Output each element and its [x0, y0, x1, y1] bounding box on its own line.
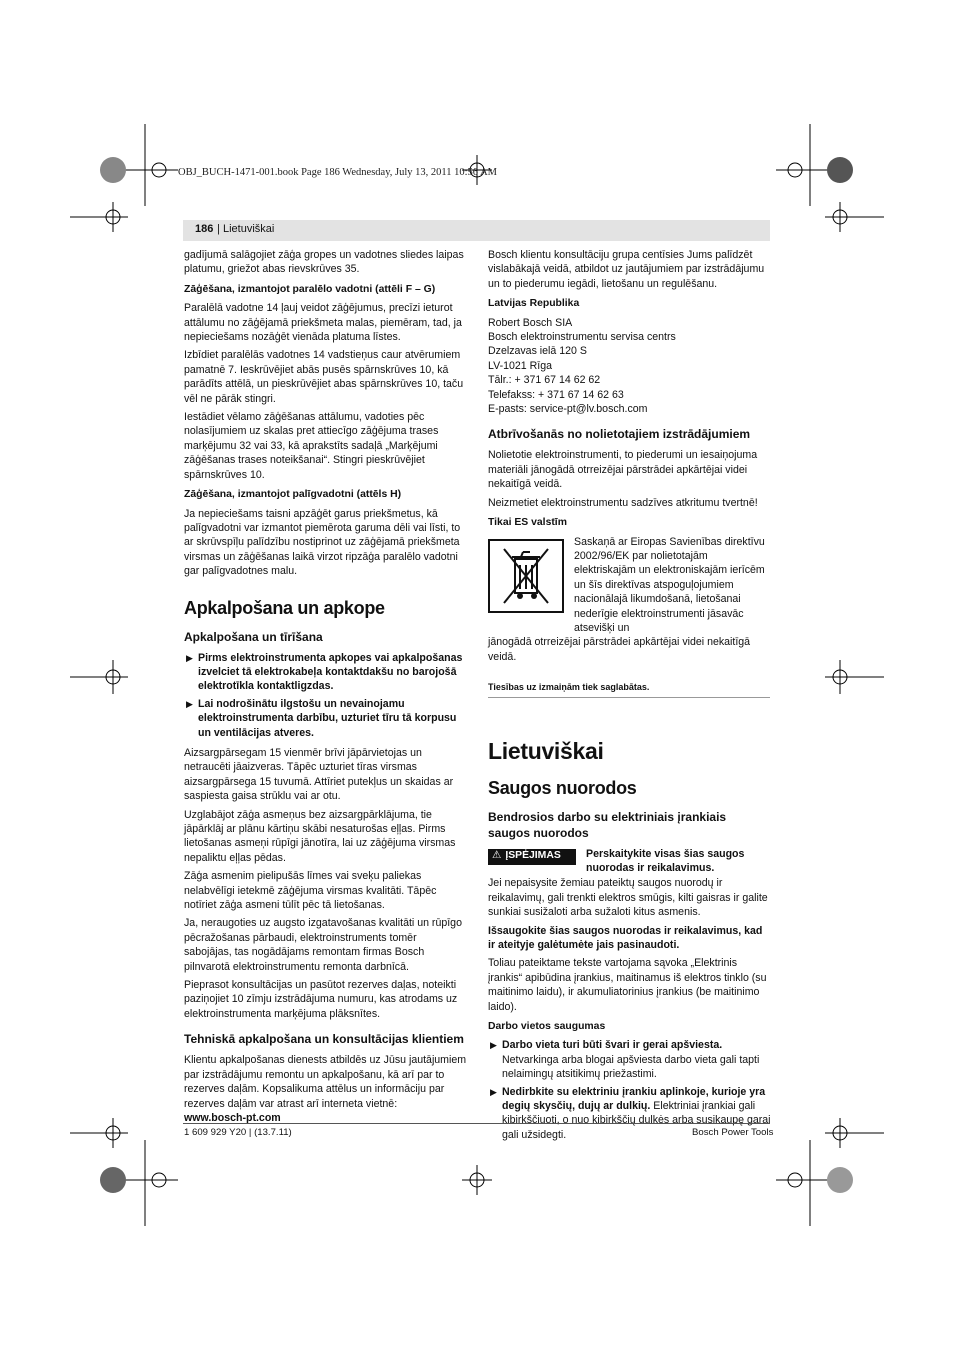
subheading: Zāģēšana, izmantojot palīgvadotni (attēls H) — [184, 489, 402, 501]
paragraph: Pieprasot konsultācijas un pasūtot rezerves daļas, noteikti paziņojiet 10 zīmju izstrādājuma numuru, kas atrodams uz elektroinstrumenta marķējuma plāksnītes. — [184, 979, 458, 1020]
paragraph: Bosch klientu konsultāciju grupa centīsies Jums palīdzēt vislabākajā veidā, atbildot uz jautājumiem par izstrādājumu un to piederumu iegādi, lietošanu un regulēšanu. — [488, 249, 765, 290]
paragraph: Ja, neraugoties uz augsto izgatavošanas kvalitāti un rūpīgo pēcražošanas pārbaudi, elektroinstruments tomēr sabojājas, tas nogādājams remontam firmas Bosch pilnvarotā elektroinstrumentu remonta darbnīcā. — [184, 917, 462, 973]
header-language: Lietuviškai — [223, 223, 275, 235]
bullet-item: ▶ Pirms elektroinstrumenta apkopes vai apkalpošanas izvelciet tā elektrokabeļa kontaktdakšu no barojošā elektrotīkla kontaktligzdas. — [186, 651, 463, 693]
bullet-item: ▶ Nedirbkite su elektriniu įrankiu aplinkoje, kurioje yra degių skysčių, dujų ar dulkių. Elektriniai įrankiai gali kibirkščiuoti, o nuo kibirkščių dulkės arba susikaupę garai gali užsidegti. — [490, 1085, 771, 1141]
paragraph: Ja nepieciešams taisni apzāģēt garus priekšmetus, kā palīgvadotni var izmantot piemērota garuma dēli vai līsti, to ar skrūvspīļu palīdzību nostiprinot uz zāģējamā priekšmeta virsmas un zāģēšanas laikā virzot ripzāģa paralēlo vadotni gar palīgvadotnes malu. — [184, 507, 461, 578]
website-link[interactable]: www.bosch-pt.com — [184, 1111, 281, 1124]
paragraph: Neizmetiet elektroinstrumentu sadzīves atkritumu tvertnē! — [488, 496, 758, 509]
paragraph: jānogādā otrreizējai pārstrādei apkārtējai videi nekaitīgā veidā. — [488, 636, 751, 663]
address-line: Tālr.: + 371 67 14 62 62 — [488, 374, 601, 387]
paragraph: Iestādiet vēlamo zāģēšanas attālumu, vadoties pēc nolasījumiem uz skalas pret attiecīgo zāģējuma trases marķējumu 32 vai 33, kā aprakstīts sadaļā „Marķējumi zāģēšanas trases noteikšanai“. Stingri pieskrūvējiet spārnskrūves 10. — [184, 411, 439, 481]
paragraph: gadījumā salāgojiet zāģa gropes un vadotnes sliedes laipas platumu, griežot abas rievskrūves 35. — [184, 249, 464, 276]
bullet-triangle-icon: ▶ — [186, 698, 193, 709]
left-column — [184, 248, 467, 1129]
paragraph: Klientu apkalpošanas dienests atbildēs uz Jūsu jautājumiem par izstrādājumu remontu un apkalpošanu, kā arī par to rezerves daļām. Kopsalikuma attēlus un informāciju par rezerves daļām var atrast arī interneta vietnē: — [184, 1054, 467, 1110]
paragraph: Izbīdiet paralēlās vadotnes 14 vadstieņus caur atvērumiem pamatnē 7. Ieskrūvējiet abās pusēs spārnskrūves 10, kā parādīts attēlā, un pieskrūvējiet abas spārnskrūves 10, taču vēl ne pārāk stingri. — [184, 349, 464, 405]
address-line: Dzelzavas ielā 120 S — [488, 345, 587, 358]
section-divider — [488, 697, 770, 698]
paragraph: Paralēlā vadotne 14 ļauj veidot zāģējumus, precīzi ieturot attālumu no zāģējamā priekšmeta malas, piemēram, tad, ja nepieciešams nozāģēt vienāda platuma līstes. — [184, 302, 462, 344]
language-title: Lietuviškai — [488, 737, 604, 764]
page-header — [183, 220, 770, 241]
bullet-triangle-icon: ▶ — [490, 1086, 497, 1097]
paragraph: Jei nepaisysite žemiau pateiktų saugos nuorodų ir reikalavimų, gali trenkti elektros smūgis, kilti gaisras ir galite sunkiai susižaloti arba sužaloti kitus asmenis. — [488, 877, 768, 919]
subsection-heading-service: Tehniskā apkalpošana un konsultācijas klientiem — [184, 1032, 464, 1047]
section-heading-safety: Saugos nuorodos — [488, 777, 637, 798]
footer-code: 1 609 929 Y20 | (13.7.11) — [184, 1127, 292, 1138]
address-line: Robert Bosch SIA — [488, 316, 573, 329]
paragraph: Uzglabājot zāģa asmeņus bez aizsargpārklājuma, tie jāpārklāj ar plānu kārtiņu skābi nesaturošas eļļas. Pirms lietošanas asmeņi rūpīgi jānotīra, lai uz zāģējuma virsmas nepaliktu eļļas pēdas. — [184, 808, 456, 864]
eu-heading: Tikai ES valstīm — [488, 517, 567, 529]
weee-block — [488, 535, 771, 636]
address-block — [488, 316, 771, 417]
subsection-heading-general: Bendrosios darbo su elektriniais įrankiais saugos nuorodos — [488, 809, 727, 840]
warning-bold-text: Perskaitykite visas šias saugos nuorodas ir reikalavimus. — [586, 847, 745, 874]
country-heading: Latvijas Republika — [488, 298, 580, 310]
footer-brand: Bosch Power Tools — [692, 1127, 774, 1138]
subheading: Zāģēšana, izmantojot paralēlo vadotni (attēli F – G) — [184, 283, 436, 295]
subsection-heading-disposal: Atbrīvošanās no nolietotajiem izstrādājumiem — [488, 427, 751, 442]
rights-note: Tiesības uz izmaiņām tiek saglabātas. — [488, 682, 650, 693]
address-line: Bosch elektroinstrumentu servisa centrs — [488, 331, 676, 344]
address-line: LV-1021 Rīga — [488, 359, 553, 372]
crossed-bin-icon — [488, 539, 564, 613]
warning-badge: ⚠ ĮSPĖJIMAS — [488, 849, 576, 865]
bullet-item: ▶ Lai nodrošinātu ilgstošu un nevainojamu elektroinstrumenta darbību, uzturiet tīru tā korpusu un ventilācijas atveres. — [186, 697, 457, 739]
workplace-heading: Darbo vietos saugumas — [488, 1021, 606, 1033]
warning-row — [488, 847, 771, 876]
paragraph: Aizsargpārsegam 15 vienmēr brīvi jāpārvietojas un netraucēti jāaizveras. Tāpēc uzturiet tīras virsmas aizsargpārsega 15 tuvumā. Attīriet putekļus un skaidas ar saspiesta gaisa strūklu vai ar otu. — [184, 746, 454, 803]
bullet-item: ▶ Darbo vieta turi būti švari ir gerai apšviesta. Netvarkinga arba blogai apšviesta darbo vieta gali tapti nelaimingų atsitikimų priežastimi. — [490, 1039, 760, 1081]
address-line: E-pasts: service-pt@lv.bosch.com — [488, 403, 648, 416]
book-info-line: OBJ_BUCH-1471-001.book Page 186 Wednesday, July 13, 2011 10:56 AM — [178, 167, 498, 178]
header-separator: | — [217, 223, 220, 235]
eu-text: Saskaņā ar Eiropas Savienības direktīvu 2002/96/EK par nolietotajām elektriskajām un elektroniskajām ierīcēm un šīs direktīvas atspoguļojumiem nacionālajā likumdošanā, lietošanai nederīgie elektroinstrumenti jāsavāc atsevišķi un — [574, 535, 765, 634]
address-line: Telefakss: + 371 67 14 62 63 — [488, 388, 624, 401]
page-number: 186 — [195, 223, 214, 235]
paragraph: Nolietotie elektroinstrumenti, to piederumi un iesaiņojuma materiāli jānogādā otrreizējai pārstrādei apkārtējai videi nekaitīgā veidā. — [488, 449, 758, 491]
warning-triangle-icon: ⚠ — [492, 850, 502, 862]
bullet-triangle-icon: ▶ — [186, 652, 193, 663]
section-heading-care: Apkalpošana un apkope — [184, 597, 385, 618]
paragraph: Toliau pateiktame tekste vartojama sąvoka „Elektrinis įrankis“ apibūdina įrankius, maitinamus iš elektros tinklo (su maitinimo laidu), ir akumuliatorinius įrankius (be maitinimo laido). — [488, 957, 767, 1013]
subsection-heading-clean: Apkalpošana un tīrīšana — [184, 629, 323, 644]
footer-rule — [183, 1123, 770, 1124]
paragraph: Išsaugokite šias saugos nuorodas ir reikalavimus, kad ir ateityje galėtumėte jais pasinaudoti. — [488, 924, 763, 951]
bullet-triangle-icon: ▶ — [490, 1040, 497, 1051]
paragraph: Zāģa asmenim pielipušās līmes vai sveķu paliekas nelabvēlīgi ietekmē zāģējuma virsmas kvalitāti. Tāpēc notīriet zāģa asmeni tūlīt pēc tā lietošanas. — [184, 870, 437, 912]
